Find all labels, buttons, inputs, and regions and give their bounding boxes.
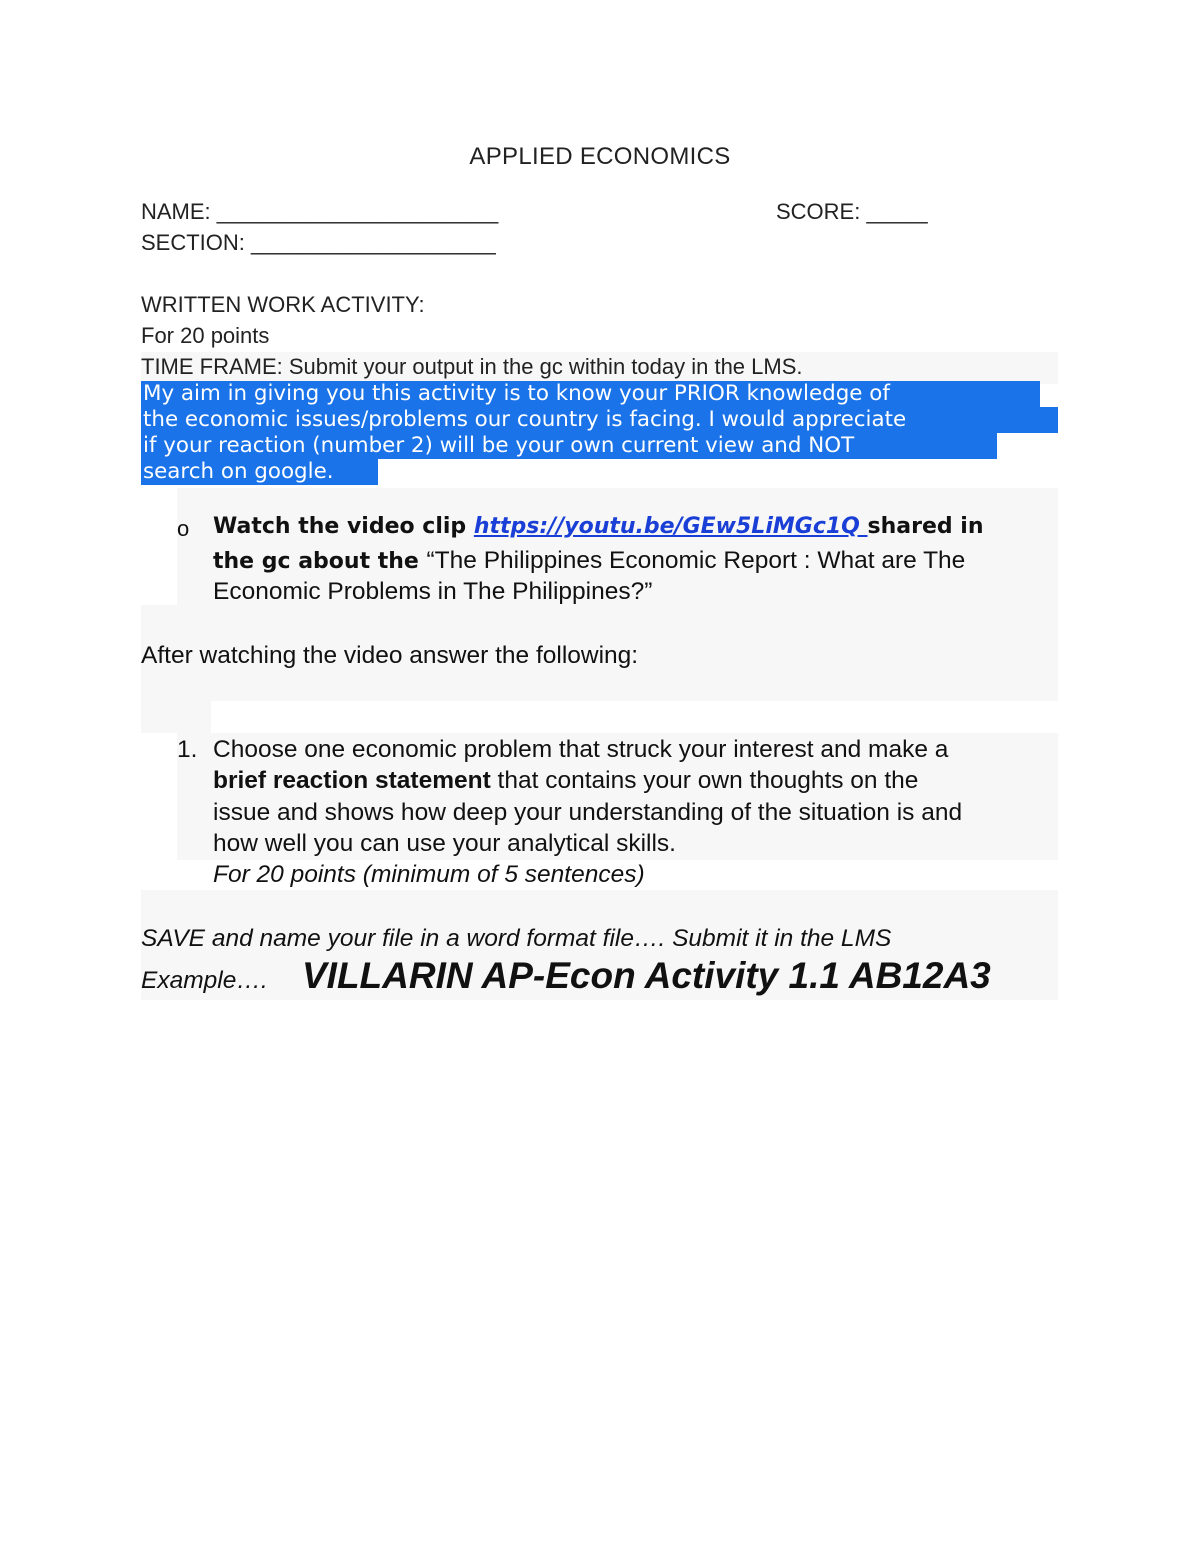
score-field: SCORE: _____ <box>776 199 928 224</box>
item-line-2 <box>213 767 918 795</box>
bullet-line-1 <box>213 514 984 539</box>
highlight-line-3: if your reaction (number 2) will be your own current view and NOT <box>143 433 855 458</box>
after-watching: After watching the video answer the following: <box>141 642 639 669</box>
bullet-marker: o <box>177 516 190 541</box>
video-link[interactable]: https://youtu.be/GEw5LiMGc1Q <box>473 514 868 539</box>
activity-label: WRITTEN WORK ACTIVITY: <box>141 292 425 317</box>
example-label: Example…. <box>141 967 268 994</box>
bullet-line-3: Economic Problems in The Philippines?” <box>213 578 653 605</box>
item-line-4: how well you can use your analytical skills. <box>213 830 676 857</box>
example-value: VILLARIN AP-Econ Activity 1.1 AB12A3 <box>302 955 991 996</box>
activity-points: For 20 points <box>141 323 270 348</box>
gray-block-bullet-indent-mask <box>141 488 177 605</box>
highlight-line-4: search on google. <box>143 459 334 484</box>
bullet-line-2 <box>213 547 965 575</box>
item-line-5: For 20 points (minimum of 5 sentences) <box>213 861 645 888</box>
bullet-line2-bold: the gc about the <box>213 549 427 574</box>
item-line2-rest: that contains your own thoughts on the <box>490 767 919 794</box>
item-number: 1. <box>177 736 198 763</box>
save-note: SAVE and name your file in a word format file…. Submit it in the LMS <box>141 925 892 952</box>
name-field: NAME: _______________________ <box>141 199 499 224</box>
time-frame: TIME FRAME: Submit your output in the gc within today in the LMS. <box>141 354 803 379</box>
gray-block-spacer <box>141 701 211 733</box>
document-title: APPLIED ECONOMICS <box>469 143 731 170</box>
item-line-1: Choose one economic problem that struck your interest and make a <box>213 736 949 763</box>
highlight-line-1: My aim in giving you this activity is to know your PRIOR knowledge of <box>143 381 890 406</box>
item-line-3: issue and shows how deep your understanding of the situation is and <box>213 799 963 826</box>
bullet-lead: Watch the video clip <box>213 514 474 539</box>
item-line2-bold: brief reaction statement <box>213 767 491 794</box>
bullet-line2-text: “The Philippines Economic Report : What are The <box>426 547 966 574</box>
bullet-after-link: shared in <box>867 514 984 539</box>
highlight-line-2: the economic issues/problems our country is facing. I would appreciate <box>143 407 907 432</box>
section-field: SECTION: ____________________ <box>141 230 496 255</box>
